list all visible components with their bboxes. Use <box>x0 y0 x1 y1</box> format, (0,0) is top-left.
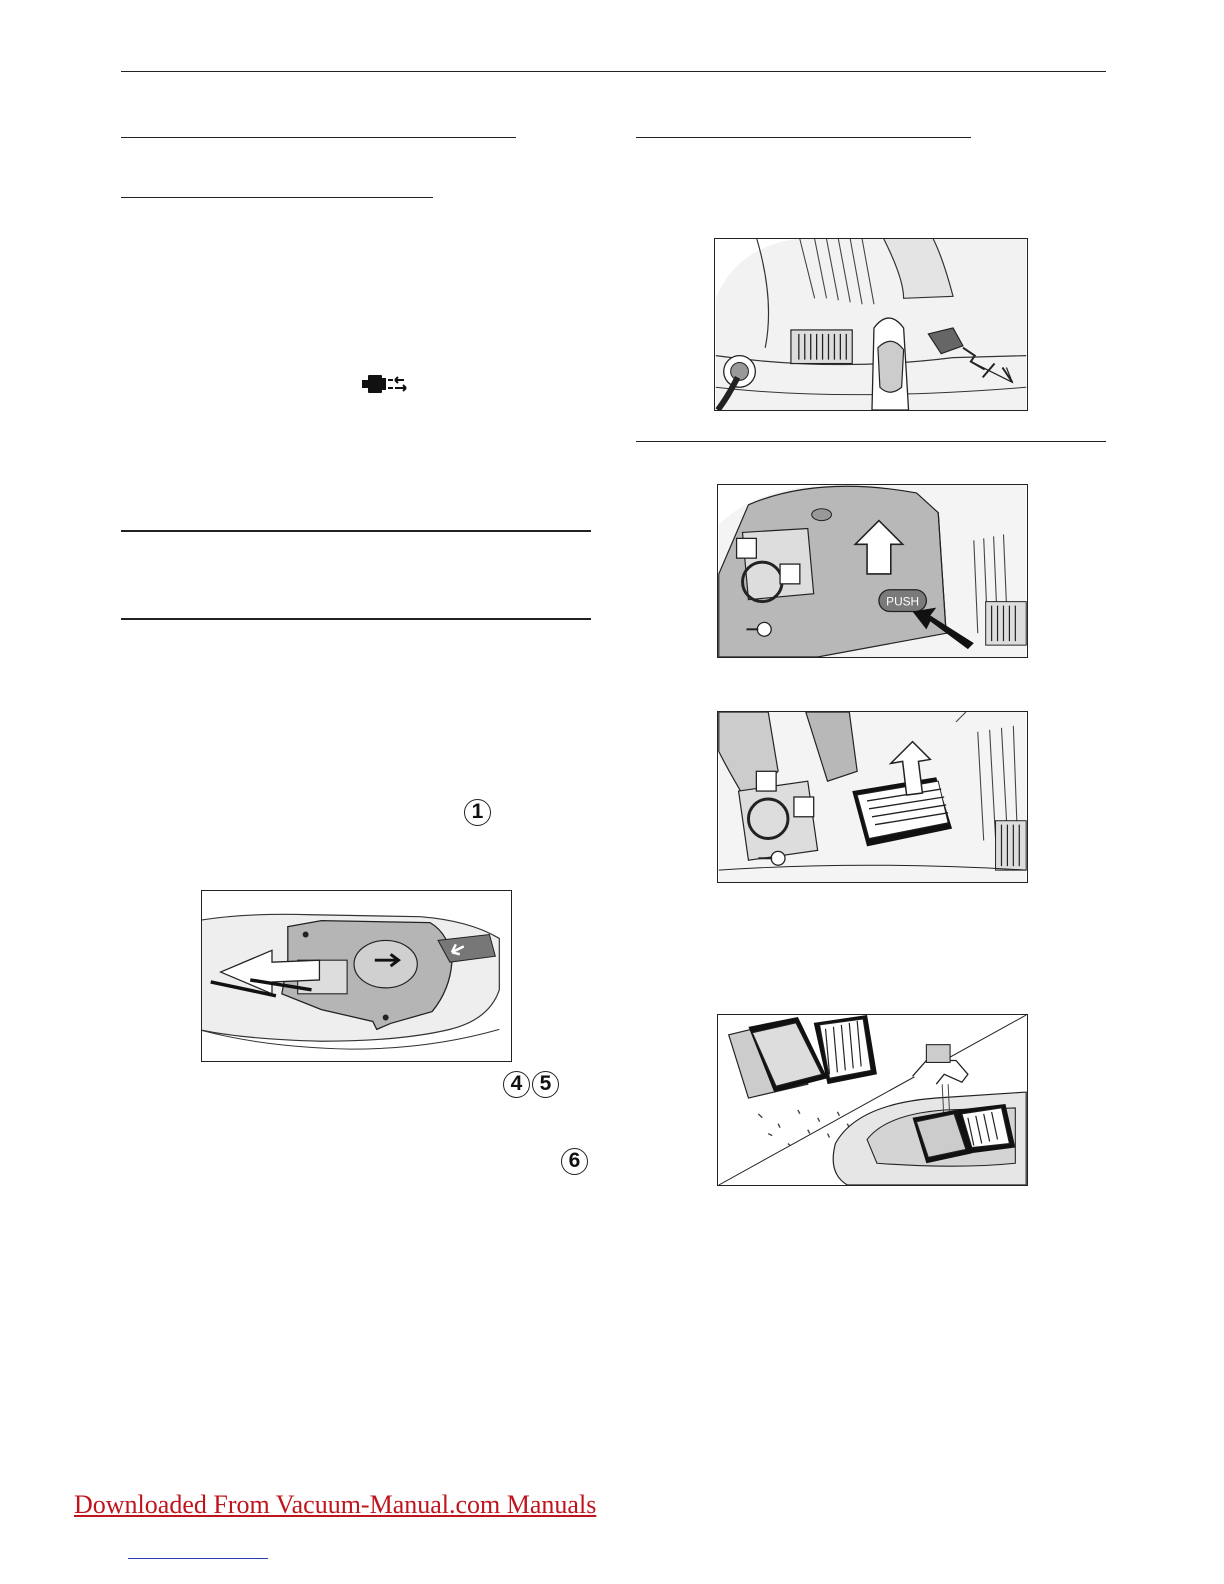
figure-filter-cover-push <box>717 484 1028 658</box>
step-marker-5: 5 <box>532 1071 559 1098</box>
step-marker-1: 1 <box>464 799 491 826</box>
footer-download-link[interactable]: Downloaded From Vacuum-Manual.com Manuals <box>74 1490 597 1519</box>
plug-icon <box>362 373 410 395</box>
step-marker-4: 4 <box>503 1071 530 1098</box>
left-heading-rule-2 <box>121 197 433 198</box>
figure-filter-cleaning <box>717 1014 1028 1186</box>
figure-side-clip <box>714 238 1028 411</box>
figure-dust-bag-removal <box>201 890 512 1062</box>
footer-blue-underline <box>128 1558 268 1559</box>
step-marker-6: 6 <box>561 1148 588 1175</box>
right-heading-rule <box>636 137 971 138</box>
left-heading-rule-1 <box>121 137 516 138</box>
figure-filter-removal <box>717 711 1028 883</box>
top-rule <box>121 71 1106 72</box>
left-warning-rule-top <box>121 530 591 532</box>
right-section-rule <box>636 441 1106 442</box>
left-warning-rule-bottom <box>121 618 591 620</box>
push-button-label: PUSH <box>886 594 920 609</box>
